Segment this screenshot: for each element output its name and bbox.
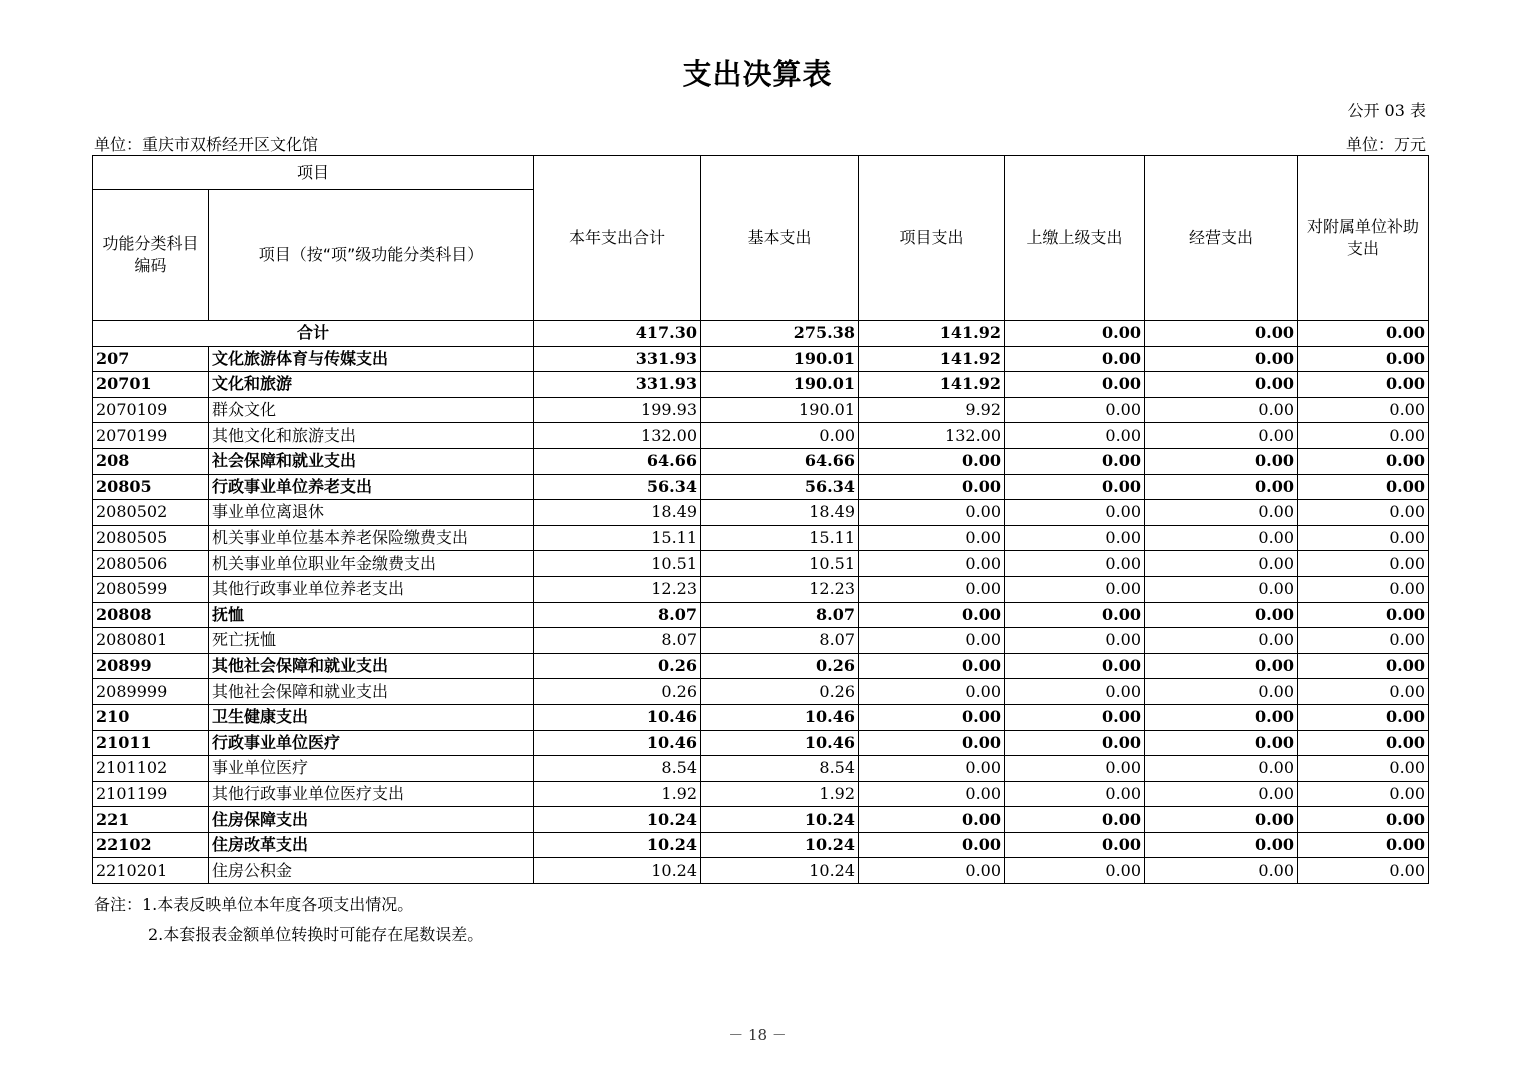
row-total: 199.93	[534, 397, 701, 423]
row-business: 0.00	[1145, 628, 1298, 654]
row-project: 0.00	[859, 807, 1005, 833]
row-name: 社会保障和就业支出	[209, 448, 534, 474]
expenditure-table	[92, 155, 1429, 884]
row-upper: 0.00	[1005, 448, 1145, 474]
row-business: 0.00	[1145, 602, 1298, 628]
row-subsidiary: 0.00	[1298, 448, 1429, 474]
row-code: 2070199	[93, 423, 209, 449]
row-project: 0.00	[859, 576, 1005, 602]
total-label: 合计	[93, 321, 534, 347]
total-basic: 275.38	[701, 321, 859, 347]
row-code: 2080801	[93, 628, 209, 654]
table-row	[93, 372, 1429, 398]
row-project: 9.92	[859, 397, 1005, 423]
row-basic: 190.01	[701, 346, 859, 372]
row-name: 文化旅游体育与传媒支出	[209, 346, 534, 372]
row-total: 10.24	[534, 858, 701, 884]
header-business: 经营支出	[1145, 156, 1298, 321]
row-project: 0.00	[859, 730, 1005, 756]
row-business: 0.00	[1145, 346, 1298, 372]
row-code: 207	[93, 346, 209, 372]
row-upper: 0.00	[1005, 423, 1145, 449]
table-row	[93, 500, 1429, 526]
row-business: 0.00	[1145, 781, 1298, 807]
row-business: 0.00	[1145, 653, 1298, 679]
row-project: 0.00	[859, 602, 1005, 628]
row-project: 141.92	[859, 346, 1005, 372]
row-basic: 1.92	[701, 781, 859, 807]
row-basic: 64.66	[701, 448, 859, 474]
row-total: 10.46	[534, 704, 701, 730]
row-project: 132.00	[859, 423, 1005, 449]
row-project: 0.00	[859, 628, 1005, 654]
row-code: 2080599	[93, 576, 209, 602]
row-basic: 12.23	[701, 576, 859, 602]
total-subsidiary: 0.00	[1298, 321, 1429, 347]
page-number: － 18 －	[728, 1026, 787, 1044]
header-project: 项目	[93, 156, 534, 190]
row-project: 0.00	[859, 832, 1005, 858]
table-row	[93, 756, 1429, 782]
row-upper: 0.00	[1005, 756, 1145, 782]
row-name: 机关事业单位基本养老保险缴费支出	[209, 525, 534, 551]
row-name: 其他文化和旅游支出	[209, 423, 534, 449]
row-project: 0.00	[859, 781, 1005, 807]
row-total: 0.26	[534, 679, 701, 705]
row-code: 20808	[93, 602, 209, 628]
table-row	[93, 679, 1429, 705]
table-row	[93, 832, 1429, 858]
row-code: 2080502	[93, 500, 209, 526]
row-basic: 10.51	[701, 551, 859, 577]
row-code: 221	[93, 807, 209, 833]
row-business: 0.00	[1145, 525, 1298, 551]
row-business: 0.00	[1145, 756, 1298, 782]
row-upper: 0.00	[1005, 679, 1145, 705]
row-basic: 10.46	[701, 704, 859, 730]
row-basic: 8.54	[701, 756, 859, 782]
row-subsidiary: 0.00	[1298, 756, 1429, 782]
row-upper: 0.00	[1005, 858, 1145, 884]
row-subsidiary: 0.00	[1298, 576, 1429, 602]
row-subsidiary: 0.00	[1298, 346, 1429, 372]
header-basic: 基本支出	[701, 156, 859, 321]
row-name: 住房公积金	[209, 858, 534, 884]
row-project: 0.00	[859, 858, 1005, 884]
row-subsidiary: 0.00	[1298, 832, 1429, 858]
row-business: 0.00	[1145, 704, 1298, 730]
row-name: 死亡抚恤	[209, 628, 534, 654]
table-row	[93, 653, 1429, 679]
row-total: 56.34	[534, 474, 701, 500]
table-row	[93, 448, 1429, 474]
header-func-code-text: 功能分类科目编码	[102, 234, 199, 275]
row-total: 10.24	[534, 807, 701, 833]
row-name: 事业单位医疗	[209, 756, 534, 782]
table-row	[93, 576, 1429, 602]
row-code: 208	[93, 448, 209, 474]
row-subsidiary: 0.00	[1298, 474, 1429, 500]
row-business: 0.00	[1145, 448, 1298, 474]
row-name: 文化和旅游	[209, 372, 534, 398]
row-name: 事业单位离退休	[209, 500, 534, 526]
row-basic: 18.49	[701, 500, 859, 526]
row-business: 0.00	[1145, 372, 1298, 398]
row-total: 331.93	[534, 372, 701, 398]
row-basic: 190.01	[701, 397, 859, 423]
row-name: 抚恤	[209, 602, 534, 628]
row-business: 0.00	[1145, 397, 1298, 423]
row-business: 0.00	[1145, 423, 1298, 449]
table-row	[93, 858, 1429, 884]
row-total: 1.92	[534, 781, 701, 807]
row-upper: 0.00	[1005, 781, 1145, 807]
row-upper: 0.00	[1005, 346, 1145, 372]
row-total: 8.54	[534, 756, 701, 782]
row-code: 20805	[93, 474, 209, 500]
notes	[94, 890, 483, 950]
row-subsidiary: 0.00	[1298, 500, 1429, 526]
row-business: 0.00	[1145, 730, 1298, 756]
header-project-expense: 项目支出	[859, 156, 1005, 321]
row-basic: 8.07	[701, 602, 859, 628]
row-code: 2080505	[93, 525, 209, 551]
row-total: 8.07	[534, 628, 701, 654]
table-row	[93, 628, 1429, 654]
row-subsidiary: 0.00	[1298, 858, 1429, 884]
row-basic: 10.24	[701, 832, 859, 858]
row-code: 2080506	[93, 551, 209, 577]
header-func-code	[93, 190, 209, 321]
page-title: 支出决算表	[682, 57, 833, 91]
row-upper: 0.00	[1005, 832, 1145, 858]
total-upper: 0.00	[1005, 321, 1145, 347]
row-business: 0.00	[1145, 858, 1298, 884]
row-basic: 15.11	[701, 525, 859, 551]
row-upper: 0.00	[1005, 576, 1145, 602]
row-subsidiary: 0.00	[1298, 781, 1429, 807]
table-row	[93, 474, 1429, 500]
row-subsidiary: 0.00	[1298, 628, 1429, 654]
note-line-1: 备注：1.本表反映单位本年度各项支出情况。	[94, 895, 414, 914]
row-total: 331.93	[534, 346, 701, 372]
row-project: 0.00	[859, 756, 1005, 782]
table-row	[93, 423, 1429, 449]
row-basic: 10.24	[701, 858, 859, 884]
row-upper: 0.00	[1005, 525, 1145, 551]
row-upper: 0.00	[1005, 653, 1145, 679]
row-business: 0.00	[1145, 679, 1298, 705]
row-name: 群众文化	[209, 397, 534, 423]
row-code: 210	[93, 704, 209, 730]
row-total: 10.24	[534, 832, 701, 858]
row-project: 0.00	[859, 525, 1005, 551]
row-subsidiary: 0.00	[1298, 397, 1429, 423]
row-total: 132.00	[534, 423, 701, 449]
row-name: 其他行政事业单位医疗支出	[209, 781, 534, 807]
unit-currency: 单位：万元	[1345, 135, 1426, 154]
row-subsidiary: 0.00	[1298, 679, 1429, 705]
row-subsidiary: 0.00	[1298, 372, 1429, 398]
row-project: 0.00	[859, 653, 1005, 679]
row-upper: 0.00	[1005, 602, 1145, 628]
header-row-1	[93, 156, 1429, 190]
row-total: 8.07	[534, 602, 701, 628]
table-row	[93, 551, 1429, 577]
table-row	[93, 807, 1429, 833]
table-row	[93, 346, 1429, 372]
row-basic: 0.26	[701, 653, 859, 679]
table-row	[93, 704, 1429, 730]
row-business: 0.00	[1145, 500, 1298, 526]
table-row	[93, 781, 1429, 807]
row-upper: 0.00	[1005, 807, 1145, 833]
row-upper: 0.00	[1005, 500, 1145, 526]
row-subsidiary: 0.00	[1298, 551, 1429, 577]
row-project: 0.00	[859, 500, 1005, 526]
total-row	[93, 321, 1429, 347]
row-upper: 0.00	[1005, 628, 1145, 654]
total-total: 417.30	[534, 321, 701, 347]
row-total: 18.49	[534, 500, 701, 526]
row-name: 住房改革支出	[209, 832, 534, 858]
row-upper: 0.00	[1005, 474, 1145, 500]
row-upper: 0.00	[1005, 397, 1145, 423]
table-row	[93, 602, 1429, 628]
row-business: 0.00	[1145, 551, 1298, 577]
row-basic: 0.26	[701, 679, 859, 705]
row-name: 行政事业单位养老支出	[209, 474, 534, 500]
row-basic: 0.00	[701, 423, 859, 449]
row-code: 20899	[93, 653, 209, 679]
row-project: 141.92	[859, 372, 1005, 398]
row-business: 0.00	[1145, 807, 1298, 833]
header-subsidiary-text: 对附属单位补助支出	[1307, 217, 1420, 258]
row-subsidiary: 0.00	[1298, 704, 1429, 730]
row-name: 行政事业单位医疗	[209, 730, 534, 756]
row-code: 21011	[93, 730, 209, 756]
row-name: 其他行政事业单位养老支出	[209, 576, 534, 602]
table-row	[93, 397, 1429, 423]
row-name: 机关事业单位职业年金缴费支出	[209, 551, 534, 577]
header-subsidiary	[1298, 156, 1429, 321]
unit-organization: 单位：重庆市双桥经开区文化馆	[94, 135, 319, 154]
row-total: 64.66	[534, 448, 701, 474]
row-subsidiary: 0.00	[1298, 602, 1429, 628]
row-code: 22102	[93, 832, 209, 858]
total-project: 141.92	[859, 321, 1005, 347]
row-subsidiary: 0.00	[1298, 525, 1429, 551]
row-name: 其他社会保障和就业支出	[209, 653, 534, 679]
row-code: 2089999	[93, 679, 209, 705]
row-upper: 0.00	[1005, 551, 1145, 577]
row-upper: 0.00	[1005, 372, 1145, 398]
table-code: 公开 03 表	[1347, 101, 1426, 120]
total-business: 0.00	[1145, 321, 1298, 347]
row-business: 0.00	[1145, 576, 1298, 602]
row-total: 15.11	[534, 525, 701, 551]
row-upper: 0.00	[1005, 730, 1145, 756]
row-total: 12.23	[534, 576, 701, 602]
row-project: 0.00	[859, 474, 1005, 500]
row-subsidiary: 0.00	[1298, 807, 1429, 833]
row-subsidiary: 0.00	[1298, 423, 1429, 449]
row-basic: 10.46	[701, 730, 859, 756]
row-project: 0.00	[859, 704, 1005, 730]
row-code: 20701	[93, 372, 209, 398]
row-project: 0.00	[859, 448, 1005, 474]
note-line-2: 2.本套报表金额单位转换时可能存在尾数误差。	[148, 925, 484, 944]
row-business: 0.00	[1145, 474, 1298, 500]
row-total: 10.51	[534, 551, 701, 577]
row-total: 10.46	[534, 730, 701, 756]
row-project: 0.00	[859, 679, 1005, 705]
row-name: 卫生健康支出	[209, 704, 534, 730]
row-upper: 0.00	[1005, 704, 1145, 730]
row-basic: 8.07	[701, 628, 859, 654]
row-subsidiary: 0.00	[1298, 653, 1429, 679]
row-basic: 56.34	[701, 474, 859, 500]
row-project: 0.00	[859, 551, 1005, 577]
table-row	[93, 730, 1429, 756]
header-total: 本年支出合计	[534, 156, 701, 321]
row-basic: 10.24	[701, 807, 859, 833]
row-subsidiary: 0.00	[1298, 730, 1429, 756]
row-code: 2210201	[93, 858, 209, 884]
row-name: 其他社会保障和就业支出	[209, 679, 534, 705]
row-code: 2101102	[93, 756, 209, 782]
row-business: 0.00	[1145, 832, 1298, 858]
row-code: 2101199	[93, 781, 209, 807]
row-code: 2070109	[93, 397, 209, 423]
table-row	[93, 525, 1429, 551]
row-basic: 190.01	[701, 372, 859, 398]
row-total: 0.26	[534, 653, 701, 679]
row-name: 住房保障支出	[209, 807, 534, 833]
header-upper: 上缴上级支出	[1005, 156, 1145, 321]
header-func-name: 项目（按“项”级功能分类科目）	[209, 190, 534, 321]
